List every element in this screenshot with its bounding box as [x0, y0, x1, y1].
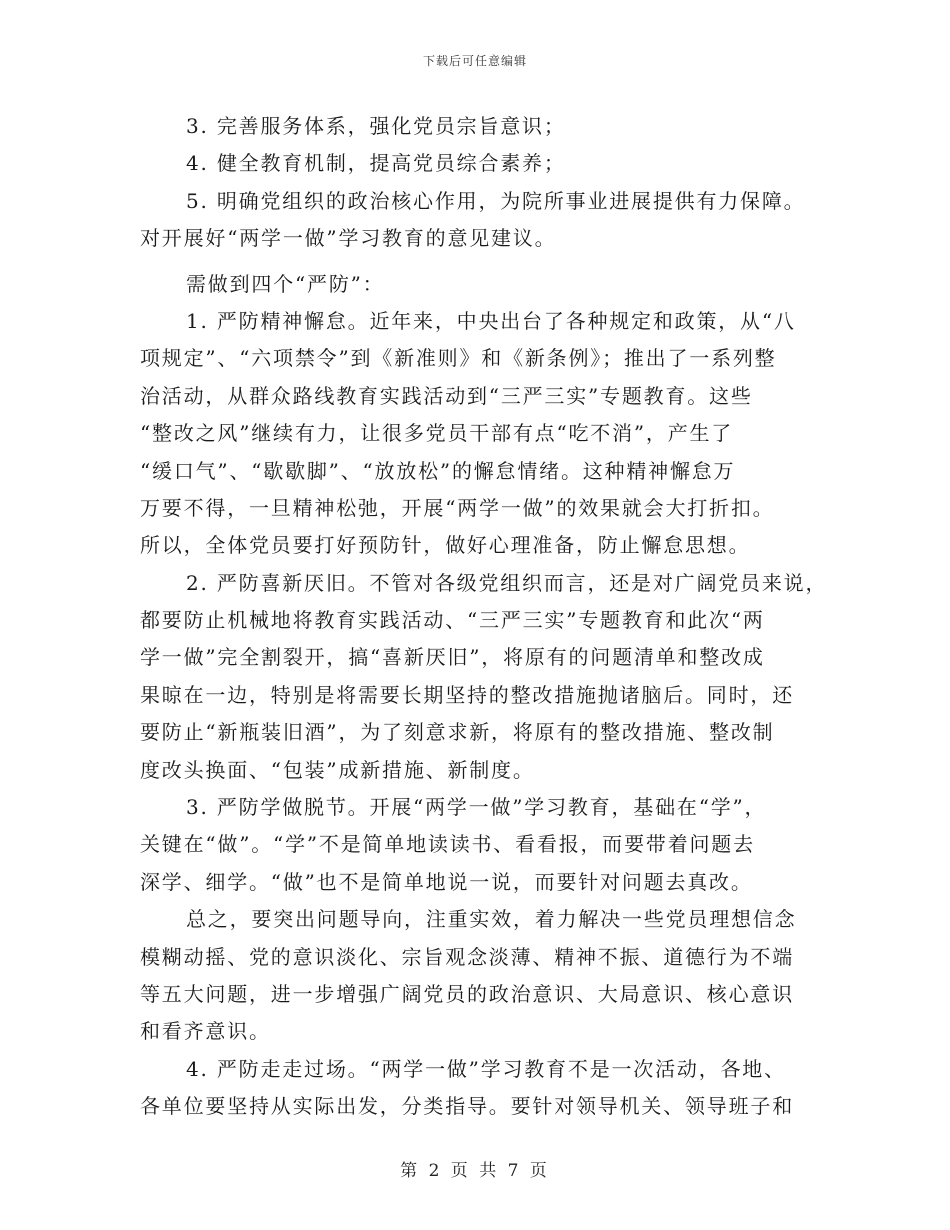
text-line: 万要不得，一旦精神松弛，开展“两学一做”的效果就会大打折扣。	[140, 495, 775, 520]
paragraph-gap	[140, 258, 812, 266]
text-line: 需做到四个“严防”：	[186, 271, 385, 296]
text-line: “缓口气”、“歇歇脚”、“放放松”的懈怠情绪。这种精神懈怠万	[140, 458, 736, 483]
text-line: 所以，全体党员要打好预防针，做好心理准备，防止懈怠思想。	[140, 533, 751, 558]
text-line: 总之，要突出问题导向，注重实效，着力解决一些党员理想信念	[186, 907, 797, 932]
text-line: 关键在“做”。“学”不是简单地读读书、看看报，而要带着问题去	[140, 832, 755, 857]
document-body	[140, 108, 828, 1126]
text-line: 等五大问题，进一步增强广阔党员的政治意识、大局意识、核心意识	[140, 981, 794, 1006]
text-line: 4. 健全教育机制，提高党员综合素养；	[186, 151, 566, 176]
text-line: 都要防止机械地将教育实践活动、“三严三实”专题教育和此次“两	[140, 608, 765, 633]
text-line: “整改之风”继续有力，让很多党员干部有点“吃不消”，产生了	[140, 421, 734, 446]
text-line: 深学、细学。“做”也不是简单地说一说，而要针对问题去真改。	[140, 869, 753, 894]
text-line: 治活动，从群众路线教育实践活动到“三严三实”专题教育。这些	[140, 383, 753, 408]
text-line: 3. 完善服务体系，强化党员宗旨意识；	[186, 114, 566, 138]
text-line: 学一做”完全割裂开，搞“喜新厌旧”，将原有的问题清单和整改成	[140, 645, 765, 670]
page-header: 下载后可任意编辑	[422, 54, 527, 68]
text-line: 要防止“新瓶装旧酒”，为了刻意求新，将原有的整改措施、整改制	[140, 720, 775, 745]
page-footer: 第 2 页 共 7 页	[400, 1161, 550, 1181]
text-line: 4. 严防走走过场。“两学一做”学习教育不是一次活动，各地、	[186, 1056, 786, 1081]
text-line: 2. 严防喜新厌旧。不管对各级党组织而言，还是对广阔党员来说，	[186, 570, 828, 595]
text-line: 模糊动摇、党的意识淡化、宗旨观念淡薄、精神不振、道德行为不端	[140, 944, 794, 969]
text-line: 度改头换面、“包装”成新措施、新制度。	[140, 757, 535, 782]
text-line: 对开展好“两学一做”学习教育的意见建议。	[140, 226, 557, 251]
text-line: 3. 严防学做脱节。开展“两学一做”学习教育，基础在“学”，	[186, 795, 767, 820]
text-line: 各单位要坚持从实际出发，分类指导。要针对领导机关、领导班子和	[140, 1094, 794, 1119]
text-line: 项规定”、“六项禁令”到《新准则》和《新条例》；推出了一系列整	[140, 346, 777, 371]
text-line: 和看齐意识。	[140, 1019, 271, 1044]
text-line: 5. 明确党组织的政治核心作用，为院所事业进展提供有力保障。	[186, 188, 806, 213]
text-line: 1. 严防精神懈怠。近年来，中央出台了各种规定和政策，从“八	[186, 308, 796, 333]
text-line: 果晾在一边，特别是将需要长期坚持的整改措施抛诸脑后。同时，还	[140, 682, 794, 707]
